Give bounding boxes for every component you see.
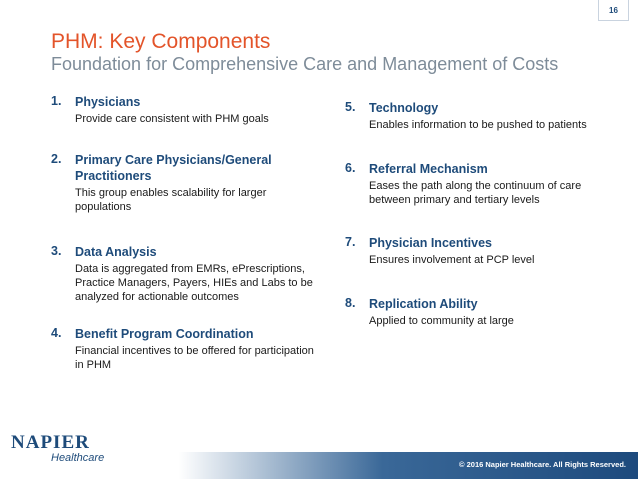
component-item	[345, 235, 595, 267]
component-number: 6.	[345, 161, 356, 175]
component-description: Applied to community at large	[369, 315, 514, 327]
component-item	[51, 244, 321, 304]
component-description: Provide care consistent with PHM goals	[75, 113, 269, 125]
component-number: 4.	[51, 326, 62, 340]
component-heading: Technology	[369, 101, 439, 115]
component-description: This group enables scalability for larger populations	[75, 187, 267, 213]
component-heading: Replication Ability	[369, 297, 478, 311]
component-item	[51, 152, 321, 214]
slide-title: PHM: Key Components	[51, 30, 271, 53]
logo-wordmark: NAPIER	[11, 432, 90, 453]
napier-logo	[11, 433, 104, 464]
component-number: 3.	[51, 244, 62, 258]
component-description: Enables information to be pushed to patients	[369, 119, 587, 131]
component-heading: Physician Incentives	[369, 236, 492, 250]
copyright-notice: © 2016 Napier Healthcare. All Rights Reserved.	[459, 460, 626, 469]
component-description: Ensures involvement at PCP level	[369, 254, 535, 266]
component-number: 7.	[345, 235, 356, 249]
component-description: Eases the path along the continuum of care between primary and tertiary levels	[369, 180, 582, 206]
logo-subtext: Healthcare	[51, 452, 105, 464]
component-heading: Primary Care Physicians/General Practitioners	[75, 153, 272, 183]
component-item	[345, 296, 595, 328]
component-item	[51, 94, 321, 126]
component-number: 1.	[51, 94, 62, 108]
component-description: Data is aggregated from EMRs, ePrescriptions, Practice Managers, Payers, HIEs and Labs to be analyzed for actionable outcomes	[75, 263, 313, 303]
component-item	[345, 100, 595, 132]
component-heading: Physicians	[75, 95, 141, 109]
component-number: 8.	[345, 296, 356, 310]
component-number: 5.	[345, 100, 356, 114]
slide-subtitle: Foundation for Comprehensive Care and Management of Costs	[51, 54, 559, 74]
component-heading: Referral Mechanism	[369, 162, 488, 176]
component-heading: Benefit Program Coordination	[75, 327, 254, 341]
component-number: 2.	[51, 152, 62, 166]
component-heading: Data Analysis	[75, 245, 157, 259]
page-number: 16	[598, 0, 629, 21]
component-item	[345, 161, 595, 207]
component-item	[51, 326, 321, 372]
component-description: Financial incentives to be offered for participation in PHM	[75, 345, 314, 371]
components-right-column	[345, 100, 595, 328]
components-left-column	[51, 94, 321, 372]
